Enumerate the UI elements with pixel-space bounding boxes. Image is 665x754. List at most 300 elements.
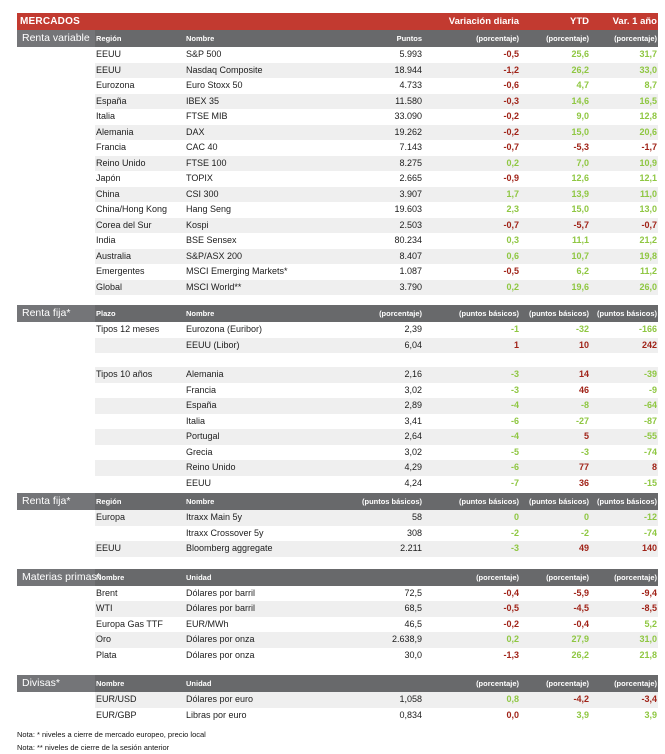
cell-variation: 46	[578, 384, 589, 395]
cell-variation: 15,0	[571, 204, 589, 214]
column-header: (puntos básicos)	[458, 497, 519, 506]
cell-region: India	[96, 235, 116, 245]
cell-variation: 0,6	[423, 249, 520, 265]
cell-value: 3,02	[404, 384, 422, 395]
cell-variation: 10	[520, 338, 590, 354]
column-header: (porcentaje)	[476, 572, 519, 582]
cell-name: España	[185, 398, 330, 414]
column-header: Plazo	[96, 309, 116, 318]
cell-region: Oro	[95, 632, 185, 648]
cell-region	[95, 429, 185, 445]
cell-region: China	[95, 187, 185, 203]
cell-variation: 0,8	[423, 692, 520, 708]
section-label: Divisas*	[17, 675, 95, 692]
cell-region: Plata	[96, 649, 117, 660]
column-header: (porcentaje)	[546, 34, 589, 43]
cell-variation: -3	[580, 446, 589, 457]
cell-variation: 140	[590, 541, 658, 557]
cell-region: Reino Unido	[95, 156, 185, 172]
cell-name: CAC 40	[186, 142, 218, 152]
column-header: Nombre	[186, 34, 215, 43]
sections	[17, 30, 658, 723]
cell-name: Bloomberg aggregate	[185, 541, 330, 557]
cell-name: Reino Unido	[185, 460, 330, 476]
cell-variation: -5,3	[573, 142, 589, 152]
column-header: Nombre	[96, 572, 125, 582]
cell-name: BSE Sensex	[186, 235, 237, 245]
cell-variation: -5	[510, 446, 519, 457]
column-header: Región	[96, 497, 122, 506]
cell-variation: 13,9	[520, 187, 590, 203]
cell-region: EEUU	[96, 49, 122, 59]
table-row	[17, 586, 658, 602]
cell-name: S&P/ASX 200	[185, 249, 330, 265]
cell-value: 33.090	[394, 111, 422, 121]
column-header: (porcentaje)	[379, 309, 422, 318]
cell-variation: 26,2	[520, 63, 590, 79]
cell-region: Tipos 12 meses	[96, 324, 160, 334]
cell-variation: 9,0	[576, 111, 589, 121]
cell-value: 3.790	[330, 280, 423, 296]
table-row	[17, 280, 658, 296]
cell-variation: 49	[520, 541, 590, 557]
table-row	[17, 233, 658, 249]
section-header-row	[17, 675, 658, 692]
table-row	[17, 601, 658, 617]
cell-variation: -0,9	[503, 173, 519, 183]
cell-value: 58	[330, 510, 423, 526]
cell-region: Europa	[95, 510, 185, 526]
cell-variation: -74	[643, 527, 657, 538]
column-header: (porcentaje)	[614, 679, 657, 688]
cell-variation: 11,0	[590, 187, 658, 203]
cell-variation: -3,4	[590, 692, 658, 708]
cell-variation: -0,5	[503, 266, 519, 276]
cell-region: Corea del Sur	[95, 218, 185, 234]
table-row	[17, 202, 658, 218]
table-row	[17, 648, 658, 664]
cell-name: EEUU	[186, 477, 212, 488]
cell-region: Brent	[96, 587, 118, 598]
column-header: (puntos básicos)	[596, 497, 657, 506]
cell-value: 3,41	[404, 415, 422, 426]
section-header-row	[17, 569, 658, 586]
cell-variation: 16,5	[590, 94, 658, 110]
cell-variation: 20,6	[590, 125, 658, 141]
column-header: (porcentaje)	[476, 679, 519, 688]
cell-name: IBEX 35	[185, 94, 330, 110]
cell-region: Italia	[96, 111, 116, 121]
cell-variation: 31,7	[639, 49, 657, 59]
cell-name: Libras por euro	[186, 709, 247, 720]
section-header-row	[17, 493, 658, 510]
cell-value: 2,16	[330, 367, 423, 383]
cell-variation: -0,4	[503, 587, 519, 598]
column-header: Unidad	[186, 679, 212, 688]
cell-variation: -3	[510, 384, 519, 395]
cell-variation: 242	[590, 338, 658, 354]
cell-region: España	[95, 94, 185, 110]
footnotes	[17, 728, 658, 754]
cell-variation: 14,6	[520, 94, 590, 110]
cell-region	[95, 476, 185, 492]
table-row	[17, 429, 658, 445]
cell-value: 2.503	[330, 218, 423, 234]
cell-value: 4,29	[330, 460, 423, 476]
cell-variation: -27	[575, 415, 589, 426]
cell-variation: -9,4	[641, 587, 657, 598]
cell-variation: -64	[590, 398, 658, 414]
cell-value: 1,058	[330, 692, 423, 708]
section-label: Materias primas*	[17, 569, 95, 586]
column-header: Región	[96, 34, 122, 43]
cell-name: FTSE 100	[185, 156, 330, 172]
cell-region: Emergentes	[96, 266, 145, 276]
cell-region: Alemania	[95, 125, 185, 141]
cell-variation: -166	[638, 324, 657, 334]
cell-variation: 33,0	[590, 63, 658, 79]
cell-region: Australia	[95, 249, 185, 265]
cell-variation: -4	[423, 429, 520, 445]
cell-variation: 8,7	[644, 80, 657, 90]
cell-variation: 14	[520, 367, 590, 383]
table-row	[17, 383, 658, 399]
cell-name: EEUU (Libor)	[185, 338, 330, 354]
column-header: Nombre	[186, 497, 215, 506]
table-row	[17, 526, 658, 542]
table-row	[17, 460, 658, 476]
cell-region	[95, 338, 185, 354]
cell-variation: 77	[520, 460, 590, 476]
cell-variation: 1	[423, 338, 520, 354]
cell-name: Dólares por barril	[186, 587, 256, 598]
cell-variation: 31,0	[590, 632, 658, 648]
cell-variation: 26,2	[571, 649, 589, 660]
column-header: (porcentaje)	[476, 34, 519, 43]
cell-variation: 5	[520, 429, 590, 445]
cell-name: Nasdaq Composite	[185, 63, 330, 79]
table-row	[17, 63, 658, 79]
cell-value: 0,834	[399, 709, 422, 720]
title-bar	[17, 13, 658, 30]
cell-variation: -3	[423, 541, 520, 557]
cell-variation: -0,3	[423, 94, 520, 110]
cell-name: Itraxx Crossover 5y	[186, 527, 264, 538]
cell-value: 2.211	[330, 541, 423, 557]
section-header-row	[17, 30, 658, 47]
cell-variation: -2	[510, 527, 519, 538]
cell-value: 8.407	[330, 249, 423, 265]
cell-region: EUR/GBP	[96, 709, 137, 720]
cell-variation: 11,1	[571, 235, 589, 245]
cell-name: Alemania	[185, 367, 330, 383]
cell-region: WTI	[95, 601, 185, 617]
cell-variation: -1,3	[503, 649, 519, 660]
table-row	[17, 218, 658, 234]
table-row	[17, 187, 658, 203]
table-row	[17, 476, 658, 492]
cell-name: Portugal	[185, 429, 330, 445]
cell-region: Francia	[96, 142, 127, 152]
cell-name: CSI 300	[185, 187, 330, 203]
column-header: Puntos	[396, 34, 422, 43]
section-label: Renta variable	[17, 30, 95, 47]
cell-variation: 3,9	[644, 709, 657, 720]
cell-name: Hang Seng	[186, 204, 232, 214]
cell-variation: 4,7	[576, 80, 589, 90]
column-header: (puntos básicos)	[528, 309, 589, 318]
cell-name: Grecia	[186, 446, 213, 457]
table-row	[17, 617, 658, 633]
cell-name: Eurozona (Euribor)	[186, 324, 263, 334]
column-header: (porcentaje)	[546, 572, 589, 582]
cell-region: Eurozona	[96, 80, 135, 90]
cell-value: 3,02	[404, 446, 422, 457]
cell-variation: 3,9	[576, 709, 589, 720]
section	[17, 305, 658, 491]
cell-value: 2.638,9	[330, 632, 423, 648]
cell-variation: -0,5	[423, 601, 520, 617]
cell-variation: -9	[648, 384, 657, 395]
cell-variation: 15,0	[520, 125, 590, 141]
cell-name: Euro Stoxx 50	[186, 80, 243, 90]
column-header: (puntos básicos)	[596, 309, 657, 318]
cell-region: Europa Gas TTF	[96, 618, 163, 629]
cell-variation: 26,0	[590, 280, 658, 296]
cell-variation: -5,7	[520, 218, 590, 234]
cell-variation: 0,0	[506, 709, 519, 720]
cell-value: 2,89	[330, 398, 423, 414]
table-row	[17, 264, 658, 280]
column-header: (puntos básicos)	[361, 497, 422, 506]
cell-value: 4,24	[404, 477, 422, 488]
cell-variation: 0,2	[423, 280, 520, 296]
cell-value: 11.580	[330, 94, 423, 110]
column-header: (puntos básicos)	[458, 309, 519, 318]
cell-variation: 10,7	[520, 249, 590, 265]
cell-value: 30,0	[404, 649, 422, 660]
cell-region	[95, 445, 185, 461]
column-header-ytd: YTD	[570, 16, 589, 27]
cell-variation: 2,3	[506, 204, 519, 214]
cell-name: MSCI World**	[185, 280, 330, 296]
cell-variation: 25,6	[571, 49, 589, 59]
cell-variation: -39	[590, 367, 658, 383]
cell-value: 8.275	[330, 156, 423, 172]
cell-variation: -6	[510, 415, 519, 426]
cell-variation: 0,3	[506, 235, 519, 245]
cell-variation: -87	[643, 415, 657, 426]
column-header-1y-variation: Var. 1 año	[612, 16, 657, 27]
cell-variation: -0,7	[503, 142, 519, 152]
cell-variation: 0,2	[423, 156, 520, 172]
cell-name: Dólares por onza	[186, 649, 255, 660]
cell-variation: -4,5	[520, 601, 590, 617]
cell-variation: -32	[575, 324, 589, 334]
cell-variation: 7,0	[520, 156, 590, 172]
cell-name: FTSE MIB	[186, 111, 228, 121]
cell-variation: -6	[423, 460, 520, 476]
cell-region	[95, 398, 185, 414]
column-header: (porcentaje)	[546, 679, 589, 688]
table-row	[17, 692, 658, 708]
cell-variation: -1,7	[641, 142, 657, 152]
cell-variation: -0,5	[503, 49, 519, 59]
cell-variation: 21,2	[639, 235, 657, 245]
column-header: Unidad	[186, 572, 212, 582]
cell-variation: -2	[580, 527, 589, 538]
cell-name: Dólares por euro	[185, 692, 330, 708]
cell-name: Itraxx Main 5y	[185, 510, 330, 526]
cell-region	[95, 526, 185, 542]
cell-variation: 6,2	[576, 266, 589, 276]
table-row	[17, 47, 658, 63]
table-row	[17, 125, 658, 141]
cell-value: 80.234	[394, 235, 422, 245]
column-header: Nombre	[186, 309, 215, 318]
table-row	[17, 445, 658, 461]
cell-variation: -4	[423, 398, 520, 414]
cell-region: China/Hong Kong	[96, 204, 168, 214]
cell-variation: 0,2	[423, 632, 520, 648]
table-row	[17, 109, 658, 125]
cell-name: S&P 500	[186, 49, 222, 59]
cell-name: Dólares por onza	[185, 632, 330, 648]
table-row	[17, 414, 658, 430]
cell-variation: -7	[510, 477, 519, 488]
cell-value: 2.665	[399, 173, 422, 183]
cell-name: TOPIX	[186, 173, 213, 183]
section	[17, 30, 658, 295]
table-row	[17, 156, 658, 172]
cell-region	[95, 383, 185, 399]
cell-variation: -0,7	[590, 218, 658, 234]
cell-variation: 36	[578, 477, 589, 488]
cell-variation: -0,2	[503, 111, 519, 121]
cell-name: MSCI Emerging Markets*	[186, 266, 288, 276]
cell-value: 1.087	[399, 266, 422, 276]
cell-name: Francia	[186, 384, 217, 395]
cell-region	[95, 414, 185, 430]
spacer-row	[17, 353, 658, 367]
cell-variation: 19,8	[590, 249, 658, 265]
cell-variation: 11,2	[639, 266, 657, 276]
cell-value: 2,39	[404, 324, 422, 334]
cell-variation: -1,2	[423, 63, 520, 79]
cell-value: 19.603	[394, 204, 422, 214]
cell-variation: 10,9	[590, 156, 658, 172]
cell-region	[95, 460, 185, 476]
cell-value: 46,5	[404, 618, 422, 629]
section	[17, 493, 658, 557]
cell-value: 72,5	[404, 587, 422, 598]
cell-variation: -12	[590, 510, 658, 526]
cell-region: Japón	[96, 173, 121, 183]
column-header: (porcentaje)	[614, 34, 657, 43]
table-row	[17, 708, 658, 724]
cell-value: 18.944	[330, 63, 423, 79]
table-row	[17, 541, 658, 557]
cell-variation: 8	[590, 460, 658, 476]
footnote-2: Nota: ** niveles de cierre de la sesión anterior	[17, 743, 170, 752]
table-row	[17, 367, 658, 383]
table-row	[17, 322, 658, 338]
cell-value: 4.733	[399, 80, 422, 90]
cell-variation: -15	[643, 477, 657, 488]
cell-variation: 5,2	[644, 618, 657, 629]
cell-variation: 19,6	[520, 280, 590, 296]
cell-region: EEUU	[95, 63, 185, 79]
section	[17, 569, 658, 664]
cell-variation: -8,5	[590, 601, 658, 617]
cell-variation: 0	[423, 510, 520, 526]
cell-value: 3.907	[330, 187, 423, 203]
table-row	[17, 338, 658, 354]
cell-value: 6,04	[330, 338, 423, 354]
page-title: MERCADOS	[20, 16, 80, 27]
cell-region: Tipos 10 años	[95, 367, 185, 383]
cell-value: 19.262	[330, 125, 423, 141]
footnote-1: Nota: * niveles a cierre de mercado europeo, precio local	[17, 730, 206, 739]
cell-variation: 1,7	[423, 187, 520, 203]
cell-variation: 13,0	[639, 204, 657, 214]
cell-variation: -0,2	[503, 618, 519, 629]
cell-variation: 27,9	[520, 632, 590, 648]
cell-variation: -0,7	[423, 218, 520, 234]
cell-value: 68,5	[330, 601, 423, 617]
cell-variation: -0,2	[423, 125, 520, 141]
cell-variation: -0,6	[503, 80, 519, 90]
cell-value: 5.993	[399, 49, 422, 59]
cell-variation: -55	[590, 429, 658, 445]
table-row	[17, 249, 658, 265]
cell-variation: 21,8	[639, 649, 657, 660]
cell-name: Dólares por barril	[185, 601, 330, 617]
cell-variation: -4,2	[520, 692, 590, 708]
table-row	[17, 94, 658, 110]
section-label: Renta fija*	[17, 305, 95, 322]
column-header-daily-variation: Variación diaria	[448, 16, 519, 27]
cell-variation: -1	[510, 324, 519, 334]
cell-region: Global	[95, 280, 185, 296]
cell-value: 2,64	[330, 429, 423, 445]
cell-name: DAX	[185, 125, 330, 141]
column-header: (porcentaje)	[614, 572, 657, 582]
cell-name: Italia	[186, 415, 206, 426]
cell-variation: 12,8	[639, 111, 657, 121]
table-row	[17, 78, 658, 94]
column-header: Nombre	[96, 679, 125, 688]
cell-name: Kospi	[185, 218, 330, 234]
cell-variation: 12,1	[639, 173, 657, 183]
cell-variation: -3	[423, 367, 520, 383]
section-label: Renta fija*	[17, 493, 95, 510]
table-row	[17, 140, 658, 156]
cell-name: EUR/MWh	[186, 618, 229, 629]
cell-variation: -0,4	[573, 618, 589, 629]
table-row	[17, 510, 658, 526]
table-row	[17, 632, 658, 648]
cell-value: 7.143	[399, 142, 422, 152]
section-header-row	[17, 305, 658, 322]
cell-region: EUR/USD	[95, 692, 185, 708]
table-row	[17, 398, 658, 414]
cell-value: 308	[406, 527, 422, 538]
cell-region: EEUU	[95, 541, 185, 557]
cell-variation: -74	[643, 446, 657, 457]
cell-variation: -8	[520, 398, 590, 414]
cell-variation: 0	[520, 510, 590, 526]
